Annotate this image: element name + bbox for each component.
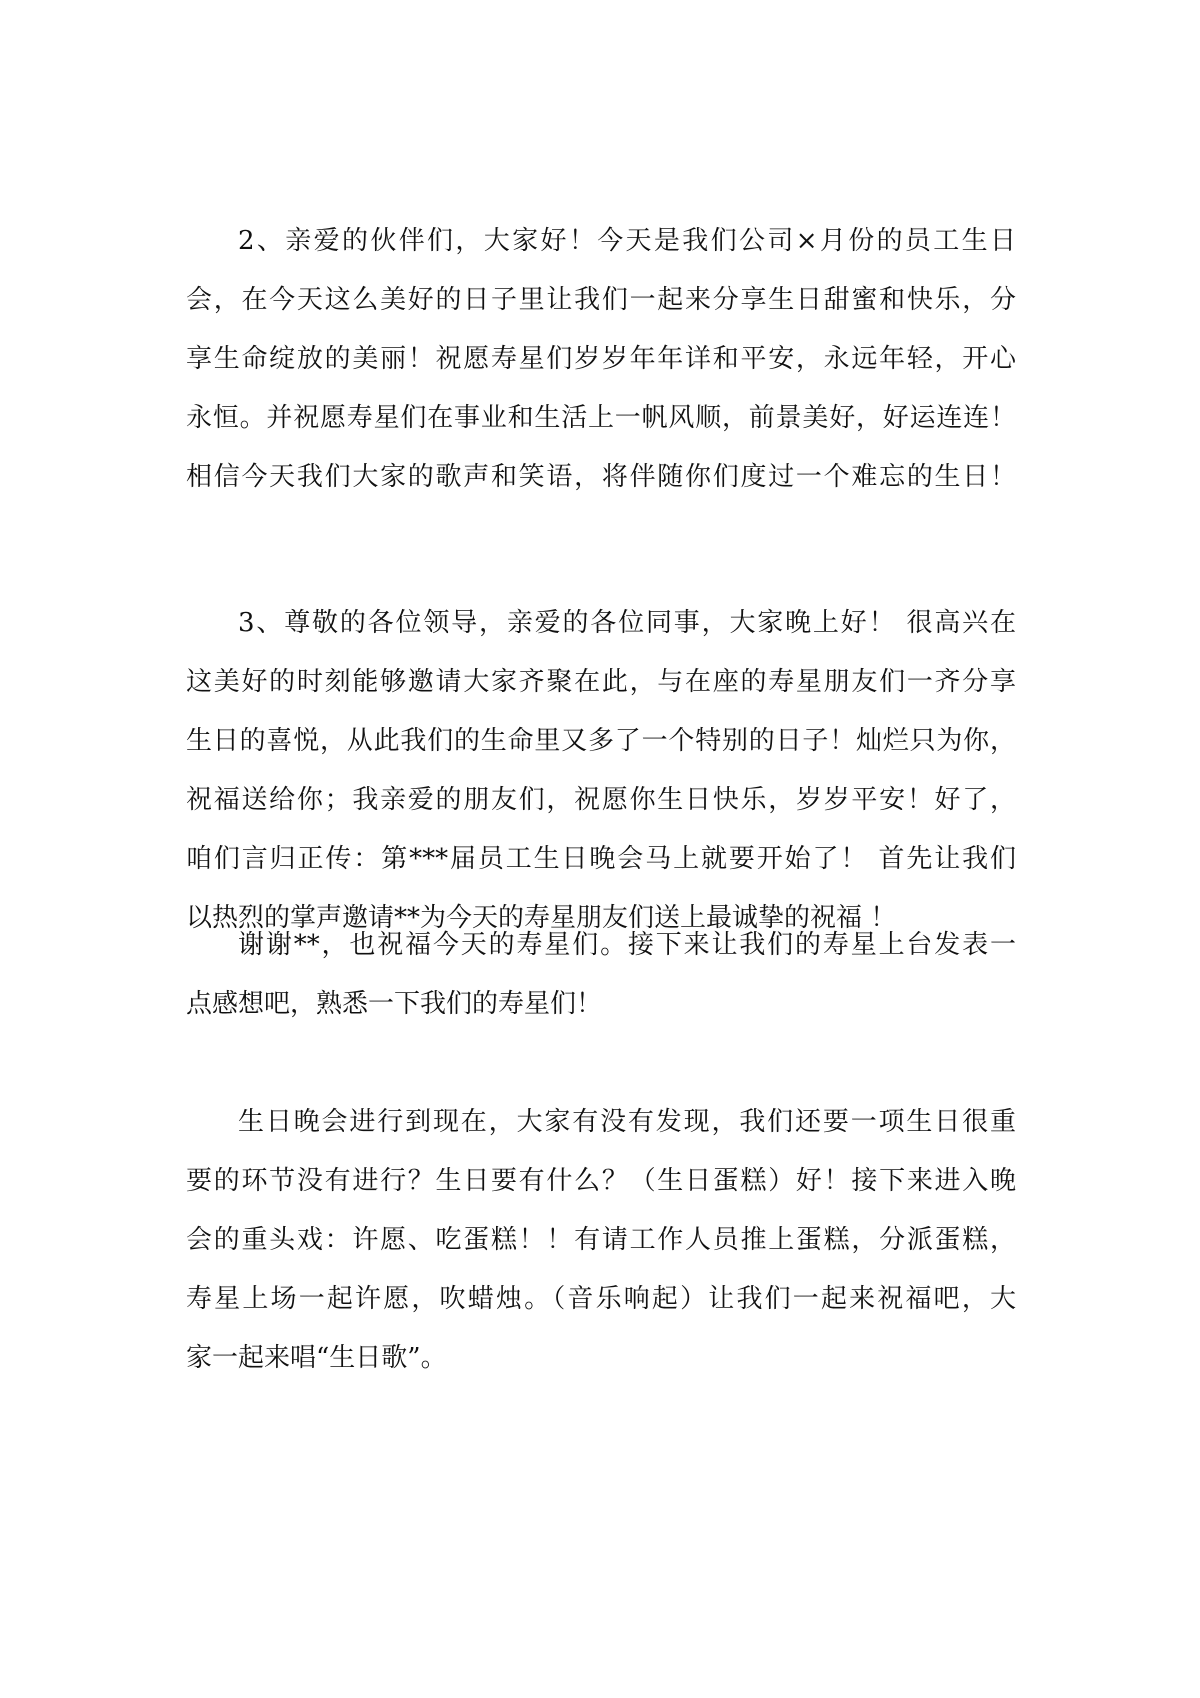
text-line: 会，在今天这么美好的日子里让我们一起来分享生日甜蜜和快乐，分: [186, 285, 1016, 315]
text-line: 生日晚会进行到现在，大家有没有发现，我们还要一项生日很重: [238, 1107, 1016, 1137]
text-line: 要的环节没有进行？生日要有什么？（生日蛋糕）好！接下来进入晚: [186, 1166, 1016, 1196]
text-line: 生日的喜悦，从此我们的生命里又多了一个特别的日子！灿烂只为你，: [186, 726, 1016, 756]
text-line: 点感想吧，熟悉一下我们的寿星们！: [186, 989, 603, 1019]
paragraph-2: [186, 212, 1016, 507]
text-line: 享生命绽放的美丽！祝愿寿星们岁岁年年详和平安，永远年轻，开心: [186, 344, 1016, 374]
text-line: 这美好的时刻能够邀请大家齐聚在此，与在座的寿星朋友们一齐分享: [186, 667, 1016, 697]
text-line: 相信今天我们大家的歌声和笑语，将伴随你们度过一个难忘的生日！: [186, 462, 1016, 492]
paragraph-birthday-cake: [186, 1093, 1016, 1388]
text-line: 2、亲爱的伙伴们，大家好！今天是我们公司×月份的员工生日: [238, 226, 1016, 256]
paragraph-3: [186, 594, 1016, 948]
text-line: 谢谢**，也祝福今天的寿星们。接下来让我们的寿星上台发表一: [238, 930, 1016, 960]
text-line: 咱们言归正传：第***届员工生日晚会马上就要开始了！ 首先让我们: [186, 844, 1016, 874]
text-line: 会的重头戏：许愿、吃蛋糕！！有请工作人员推上蛋糕，分派蛋糕，: [186, 1225, 1016, 1255]
text-line: 寿星上场一起许愿，吹蜡烛。（音乐响起）让我们一起来祝福吧，大: [186, 1284, 1016, 1314]
text-line: 以热烈的掌声邀请**为今天的寿星朋友们送上最诚挚的祝福 ！: [186, 903, 897, 933]
paragraph-thanks: [186, 916, 1016, 1034]
text-line: 家一起来唱“生日歌”。: [186, 1343, 447, 1373]
text-line: 祝福送给你；我亲爱的朋友们，祝愿你生日快乐，岁岁平安！好了，: [186, 785, 1016, 815]
text-line: 永恒。并祝愿寿星们在事业和生活上一帆风顺，前景美好，好运连连！: [186, 403, 1016, 433]
text-line: 3、尊敬的各位领导，亲爱的各位同事，大家晚上好！ 很高兴在: [238, 608, 1016, 638]
